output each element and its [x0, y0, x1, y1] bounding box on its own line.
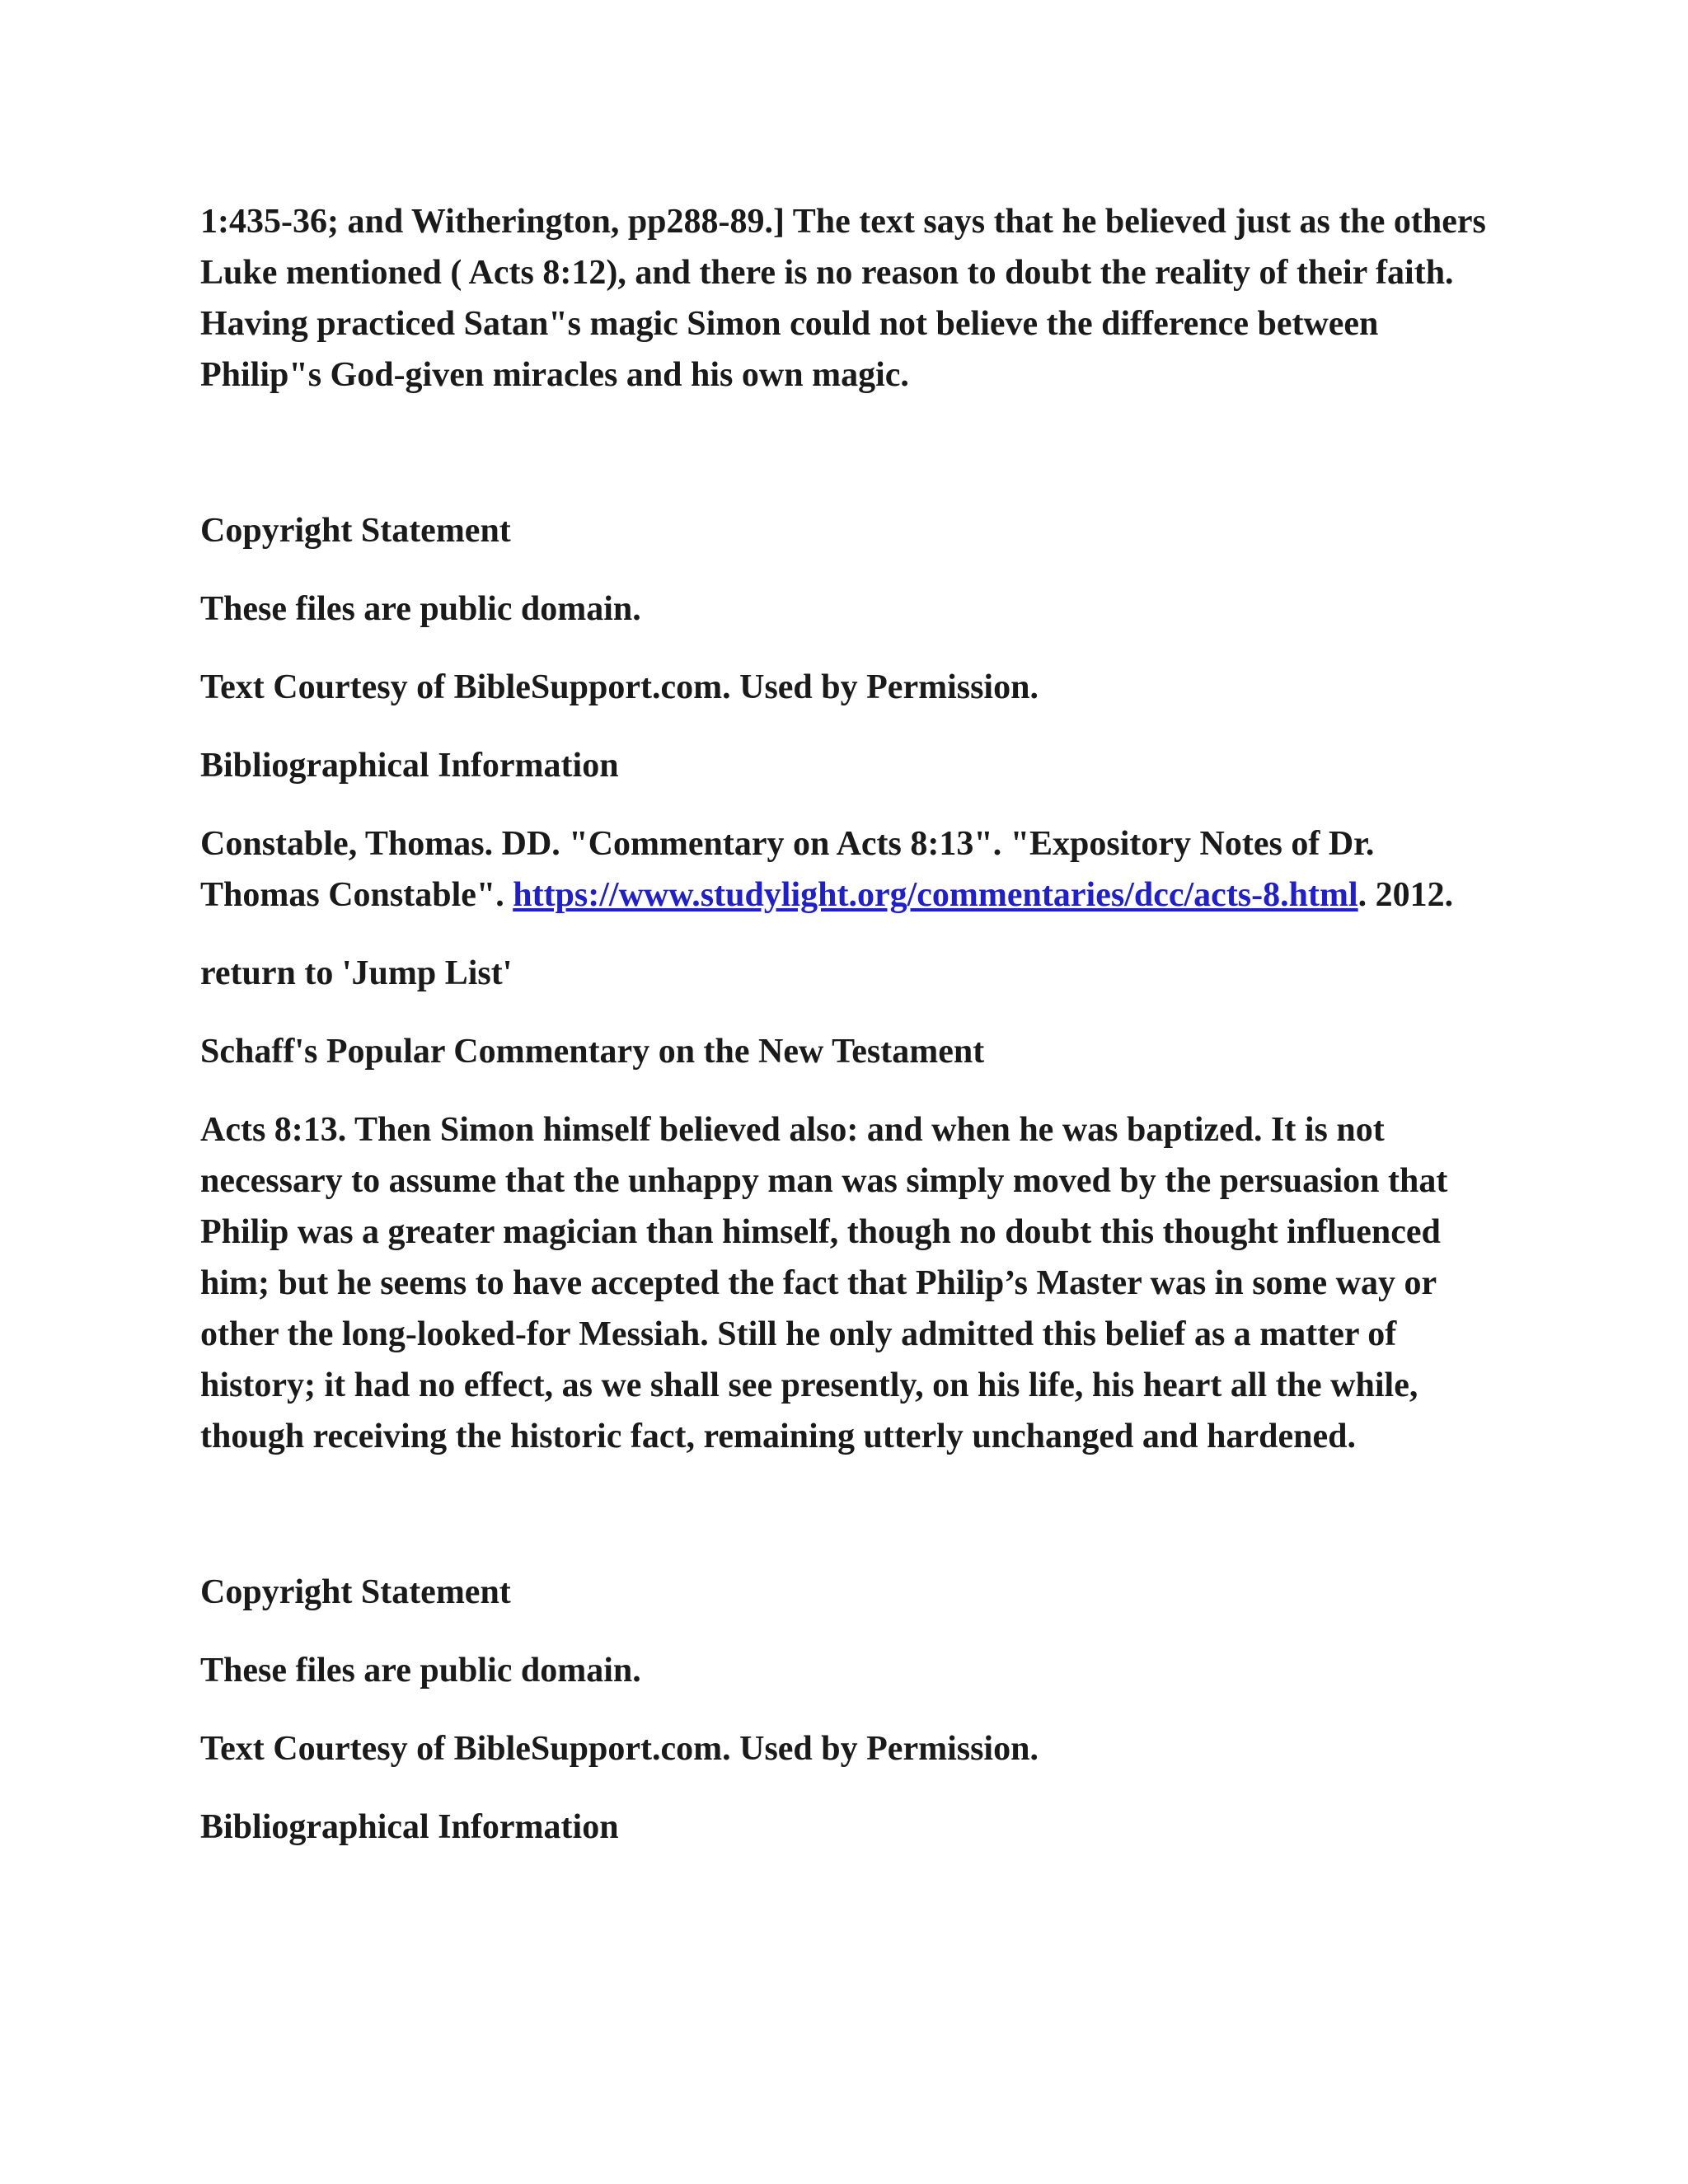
spacer	[200, 1077, 1494, 1104]
copyright-heading: Copyright Statement	[200, 1573, 511, 1611]
bibliographical-heading: Bibliographical Information	[200, 747, 619, 785]
spacer	[200, 635, 1494, 662]
courtesy-text: Text Courtesy of BibleSupport.com. Used by Permission.	[200, 668, 1039, 706]
schaff-commentary-paragraph: Acts 8:13. Then Simon himself believed also: and when he was baptized. It is not necessary to assume that the unhappy man was simply moved by the persuasion that Philip was a greater magician than himself, though no doubt this thought influenced him; but he seems to have accepted the fact that Philip’s Master was in some way or other the long-looked-for Messiah. Still he only admitted this belief as a matter of history; it had no effect, as we shall see presently, on his life, his heart all the while, though receiving the historic fact, remaining utterly unchanged and hardened.	[200, 1111, 1448, 1455]
schaff-heading: Schaff's Popular Commentary on the New Testament	[200, 1033, 985, 1071]
spacer	[200, 713, 1494, 740]
copyright-heading: Copyright Statement	[200, 512, 511, 550]
bibliographical-heading: Bibliographical Information	[200, 1808, 619, 1846]
spacer	[200, 556, 1494, 583]
citation-link[interactable]: https://www.studylight.org/commentaries/dcc/acts-8.html	[513, 876, 1358, 914]
document-body	[200, 196, 1494, 1853]
spacer	[200, 401, 1494, 505]
public-domain-text: These files are public domain.	[200, 1652, 641, 1690]
spacer	[200, 1462, 1494, 1567]
spacer	[200, 1774, 1494, 1802]
opening-paragraph: 1:435-36; and Witherington, pp288-89.] The text says that he believed just as the others Luke mentioned ( Acts 8:12), and there is no reason to doubt the reality of their faith. Having practiced Satan"s magic Simon could not believe the difference between Philip"s God-given miracles and his own magic.	[200, 203, 1486, 394]
citation-year: . 2012.	[1357, 876, 1454, 914]
citation-text: Constable, Thomas. DD. "Commentary on Acts 8:13". "Expository Notes of Dr. Thomas Constable".	[200, 825, 1375, 914]
spacer	[200, 1618, 1494, 1645]
citation	[200, 818, 1494, 921]
spacer	[200, 921, 1494, 948]
public-domain-text: These files are public domain.	[200, 590, 641, 628]
spacer	[200, 1696, 1494, 1723]
courtesy-text: Text Courtesy of BibleSupport.com. Used by Permission.	[200, 1730, 1039, 1768]
return-to-jump-list-link[interactable]: return to 'Jump List'	[200, 954, 513, 992]
spacer	[200, 999, 1494, 1026]
spacer	[200, 791, 1494, 818]
